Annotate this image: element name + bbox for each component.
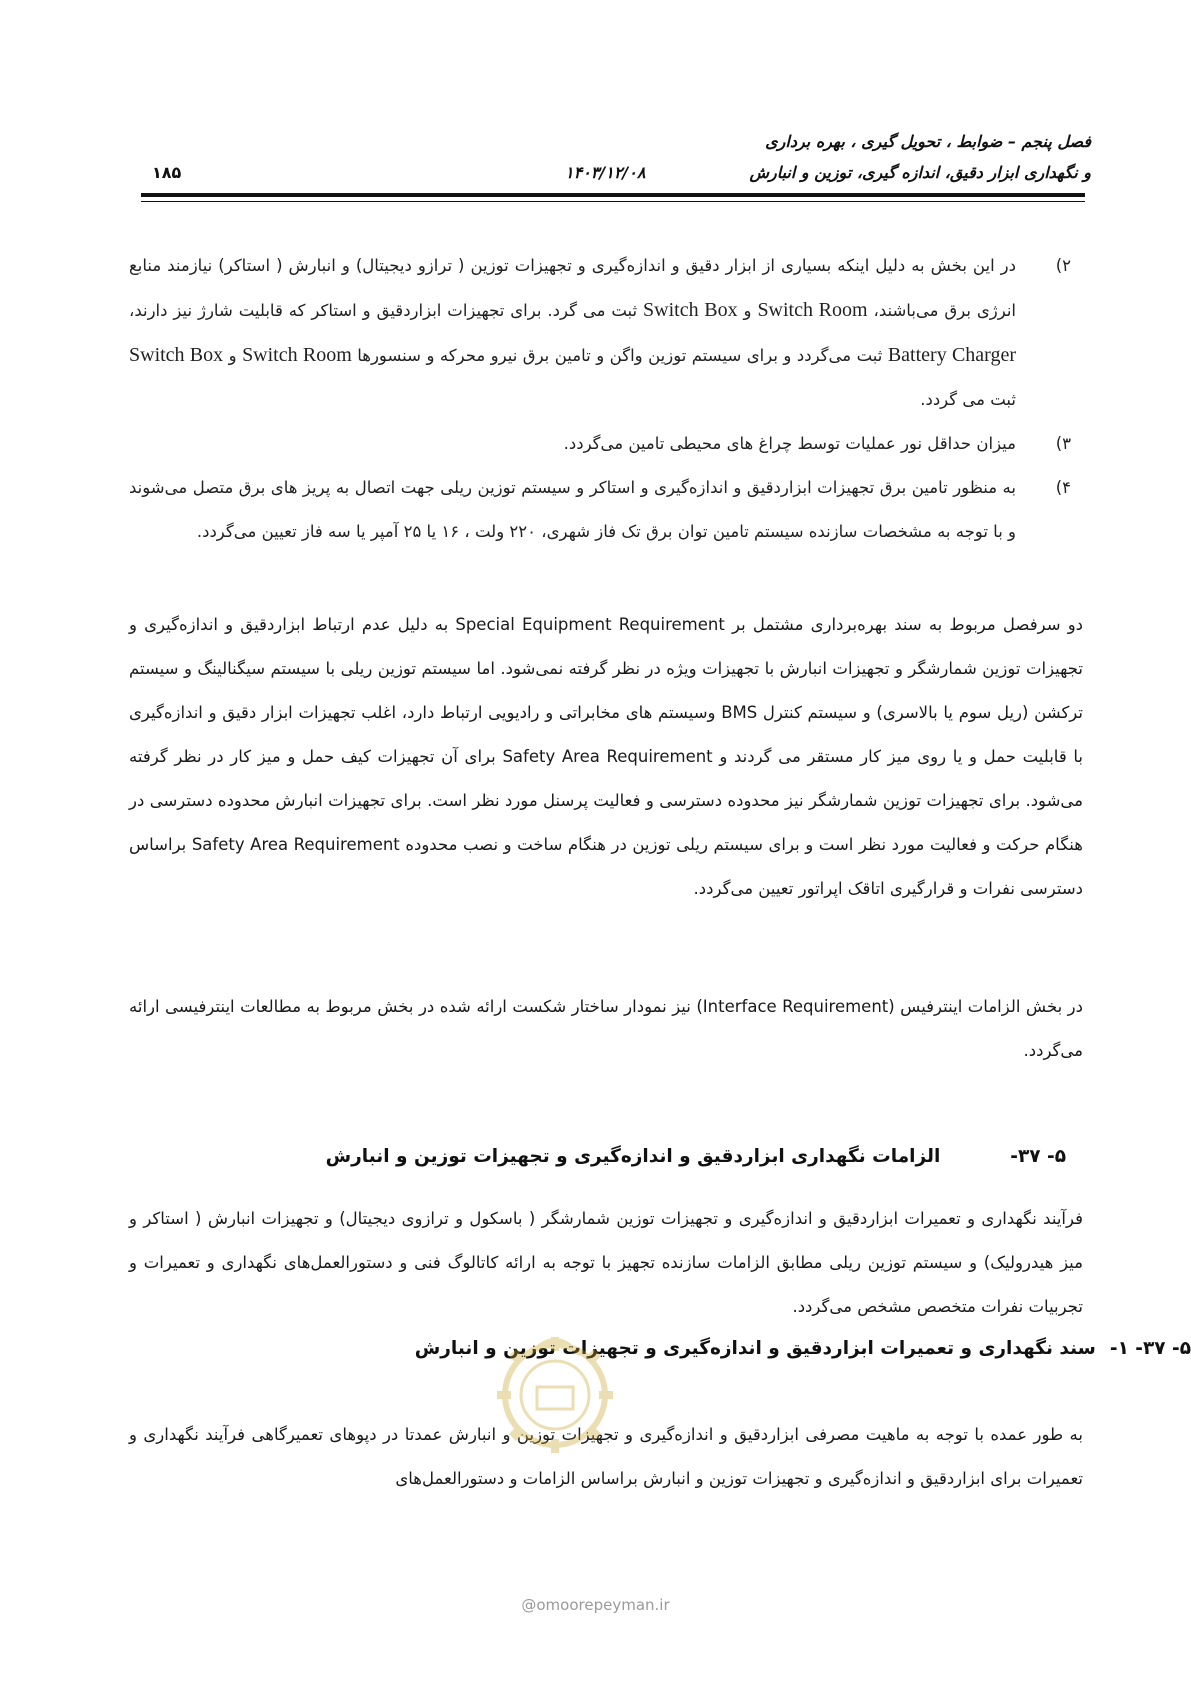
paragraph-maintenance-document: به طور عمده با توجه به ماهیت مصرفی ابزاردقیق و اندازه‌گیری و تجهیزات توزین و انبارش عمدتا در دپوهای تعمیرگاهی فرآیند نگهداری و تعمیرات برای ابزاردقیق و اندازه‌گیری و تجهیزات توزین و انبارش براساس الزامات و دستورالعمل‌های: [129, 1425, 1083, 1488]
list-item-number: ۲): [1055, 256, 1071, 275]
list-item-number: ۴): [1055, 478, 1071, 497]
section-heading: [326, 1146, 1066, 1167]
paragraph-interface: در بخش الزامات اینترفیس (Interface Requirement) نیز نمودار ساختار شکست ارائه شده در بخش مربوط به مطالعات اینترفیسی ارائه می‌گردد.: [129, 997, 1083, 1060]
list-item: [129, 422, 1071, 466]
list-item: [129, 244, 1071, 422]
list-item-text: در این بخش به دلیل اینکه بسیاری از ابزار دقیق و اندازه‌گیری و تجهیزات توزین ( ترازو دیجیتال) و انبارش ( استاکر) نیازمند منابع انرژی برق می‌باشند، Switch Room و Switch Box ثبت می گرد. برای تجهیزات ابزاردقیق و استاکر که قابلیت شارژ نیز دارند، Battery Charger ثبت می‌گردد و برای سیستم توزین واگن و تامین برق نیرو محرکه و سنسورها Switch Room و Switch Box ثبت می گردد.: [129, 256, 1016, 409]
watermark-logo: [485, 1325, 625, 1455]
page-number: ۱۸۵: [152, 163, 182, 182]
list-item-text: به منظور تامین برق تجهیزات ابزاردقیق و اندازه‌گیری و استاکر و سیستم توزین ریلی جهت اتصال به پریز های برق متصل می‌شوند و با توجه به مشخصات سازنده سیستم تامین توان برق تک فاز شهری، ۲۲۰ ولت ، ۱۶ یا ۲۵ آمپر یا سه فاز تعیین می‌گردد.: [129, 478, 1016, 541]
subsection-title: سند نگهداری و تعمیرات ابزاردقیق و اندازه‌گیری و تجهیزات توزین و انبارش: [414, 1338, 1096, 1359]
section-title: الزامات نگهداری ابزاردقیق و اندازه‌گیری و تجهیزات توزین و انبارش: [325, 1146, 941, 1167]
chapter-title-line2: و نگهداری ابزار دقیق، اندازه گیری، توزین و انبارش: [749, 163, 1091, 182]
paragraph-safety-area: دو سرفصل مربوط به سند بهره‌برداری مشتمل بر Special Equipment Requirement به دلیل عدم ارتباط ابزاردقیق و اندازه‌گیری و تجهیزات توزین شمارشگر و تجهیزات انبارش با تجهیزات ویژه در نظر گرفته نمی‌شود. اما سیستم توزین ریلی با سیستم سیگنالینگ و سیستم ترکشن (ریل سوم یا بالاسری) و سیستم کنترل BMS وسیستم های مخابراتی و رادیویی ارتباط دارد، اغلب تجهیزات ابزار دقیق و اندازه‌گیری با قابلیت حمل و یا روی میز کار مستقر می گردند و Safety Area Requirement برای آن تجهیزات کیف حمل و میز کار در نظر گرفته می‌شود. برای تجهیزات توزین شمارشگر نیز محدوده دسترسی و فعالیت پرسنل مورد نظر است. برای تجهیزات انبارش محدوده دسترسی در هنگام حرکت و فعالیت مورد نظر است و برای سیستم ریلی توزین در هنگام ساخت و نصب محدوده Safety Area Requirement براساس دسترسی نفرات و قرارگیری اتاقک اپراتور تعیین می‌گردد.: [129, 615, 1084, 898]
paragraph-maintenance-process: فرآیند نگهداری و تعمیرات ابزاردقیق و اندازه‌گیری و تجهیزات توزین شمارشگر ( باسکول و ترازوی دیجیتال) و تجهیزات انبارش ( استاکر و میز هیدرولیک) و سیستم توزین ریلی مطابق الزامات سازنده تجهیز با توجه به ارائه کاتالوگ فنی و دستورالعمل‌های نگهداری و تعمیرات و تجربیات نفرات متخصص مشخص می‌گردد.: [129, 1209, 1083, 1316]
subsection-number: ۵- ۳۷- ۱-: [1109, 1338, 1191, 1359]
list-item-number: ۳): [1055, 434, 1071, 453]
chapter-title-line1: فصل پنجم – ضوابط ، تحویل گیری ، بهره برداری: [765, 132, 1091, 151]
section-number: ۵- ۳۷-: [1010, 1146, 1066, 1167]
header-rule-thin: [141, 201, 1085, 202]
list-item-text: میزان حداقل نور عملیات توسط چراغ های محیطی تامین می‌گردد.: [563, 434, 1016, 453]
header-rule-thick: [141, 193, 1085, 197]
watermark-url: @omoorepeyman.ir: [521, 1596, 670, 1614]
header-date: ۱۴۰۳/۱۲/۰۸: [565, 163, 646, 182]
numbered-list: [129, 244, 1071, 554]
list-item: [129, 466, 1071, 554]
